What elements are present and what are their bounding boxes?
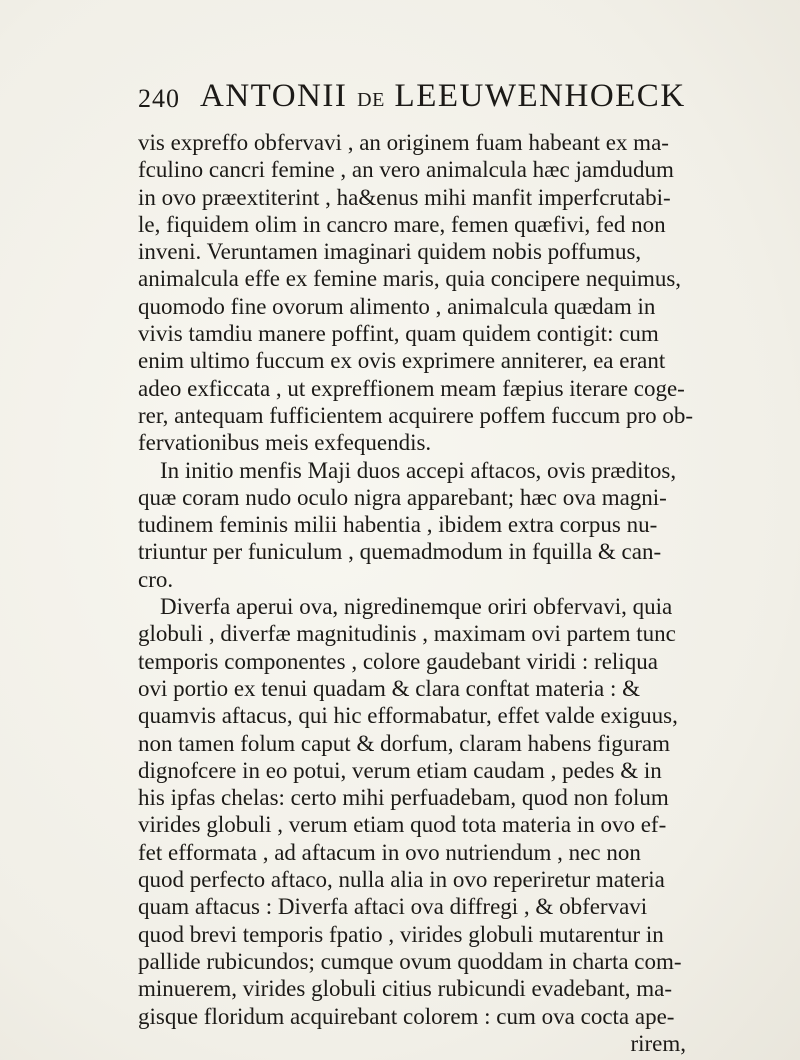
text-line: virides globuli , verum etiam quod tota materia in ovo ef- — [138, 812, 667, 838]
text-line: In initio menfis Maji duos accepi aftacos, ovis præditos, — [160, 457, 677, 483]
running-head — [200, 78, 686, 115]
text-line: globuli , diverfæ magnitudinis , maximam ovi partem tunc — [138, 621, 676, 647]
text-line: temporis componentes , colore gaudebant viridi : reliqua — [138, 648, 658, 674]
text-line: le, fiquidem olim in cancro mare, femen quæfivi, fed non — [138, 211, 666, 237]
text-line: rer, antequam fufficientem acquirere poffem fuccum pro ob- — [138, 402, 694, 428]
text-line: tudinem feminis milii habentia , ibidem extra corpus nu- — [138, 512, 658, 538]
running-head-author: ANTONII — [200, 78, 348, 114]
catchword: rirem, — [630, 1030, 686, 1056]
text-line: vis expreffo obfervavi , an originem fuam habeant ex ma- — [138, 130, 669, 155]
text-line: cro. — [138, 566, 174, 592]
text-line: dignofcere in eo potui, verum etiam caudam , pedes & in — [138, 757, 662, 783]
text-line: non tamen folum caput & dorfum, claram habens figuram — [138, 730, 671, 756]
text-line: minuerem, virides globuli citius rubicundi evadebant, ma- — [138, 976, 672, 1002]
body-text — [138, 129, 698, 1057]
running-head-particle: DE — [357, 89, 385, 111]
text-line: ovi portio ex tenui quadam & clara conftat materia : & — [138, 675, 640, 701]
running-head-surname: LEEUWENHOECK — [394, 78, 686, 114]
text-line: fculino cancri femine , an vero animalcula hæc jamdudum — [138, 157, 674, 183]
text-line: fet efformata , ad aftacum in ovo nutriendum , nec non — [138, 839, 641, 865]
page-number: 240 — [138, 84, 180, 113]
text-line: enim ultimo fuccum ex ovis exprimere anniterer, ea erant — [138, 348, 666, 374]
page-header — [138, 78, 698, 118]
text-line: quamvis aftacus, qui hic efformabatur, effet valde exiguus, — [138, 703, 678, 729]
text-line: quam aftacus : Diverfa aftaci ova diffregi , & obfervavi — [138, 894, 648, 920]
text-line: gisque floridum acquirebant colorem : cum ova cocta ape- — [138, 1003, 675, 1029]
text-line: inveni. Veruntamen imaginari quidem nobis poffumus, — [138, 239, 642, 265]
text-line: his ipfas chelas: certo mihi perfuadebam, quod non folum — [138, 785, 669, 811]
text-line: pallide rubicundos; cumque ovum quoddam in charta com- — [138, 948, 682, 974]
text-line: quod perfecto aftaco, nulla alia in ovo reperiretur materia — [138, 867, 665, 893]
text-line: Diverfa aperui ova, nigredinemque oriri obfervavi, quia — [160, 594, 673, 620]
text-line: fervationibus meis exfequendis. — [138, 430, 432, 456]
text-line: quod brevi temporis fpatio , virides globuli mutarentur in — [138, 921, 664, 947]
text-line: quæ coram nudo oculo nigra apparebant; hæc ova magni- — [138, 484, 667, 510]
text-line: vivis tamdiu manere poffint, quam quidem contigit: cum — [138, 321, 659, 347]
text-line: triuntur per funiculum , quemadmodum in fquilla & can- — [138, 539, 662, 565]
text-line: animalcula effe ex femine maris, quia concipere nequimus, — [138, 266, 682, 292]
text-line: in ovo præextiterint , ha&enus mihi manfit imperfcrutabi- — [138, 184, 671, 210]
text-line: quomodo fine ovorum alimento , animalcula quædam in — [138, 293, 656, 319]
text-line: adeo exficcata , ut expreffionem meam fæpius iterare coge- — [138, 375, 685, 401]
